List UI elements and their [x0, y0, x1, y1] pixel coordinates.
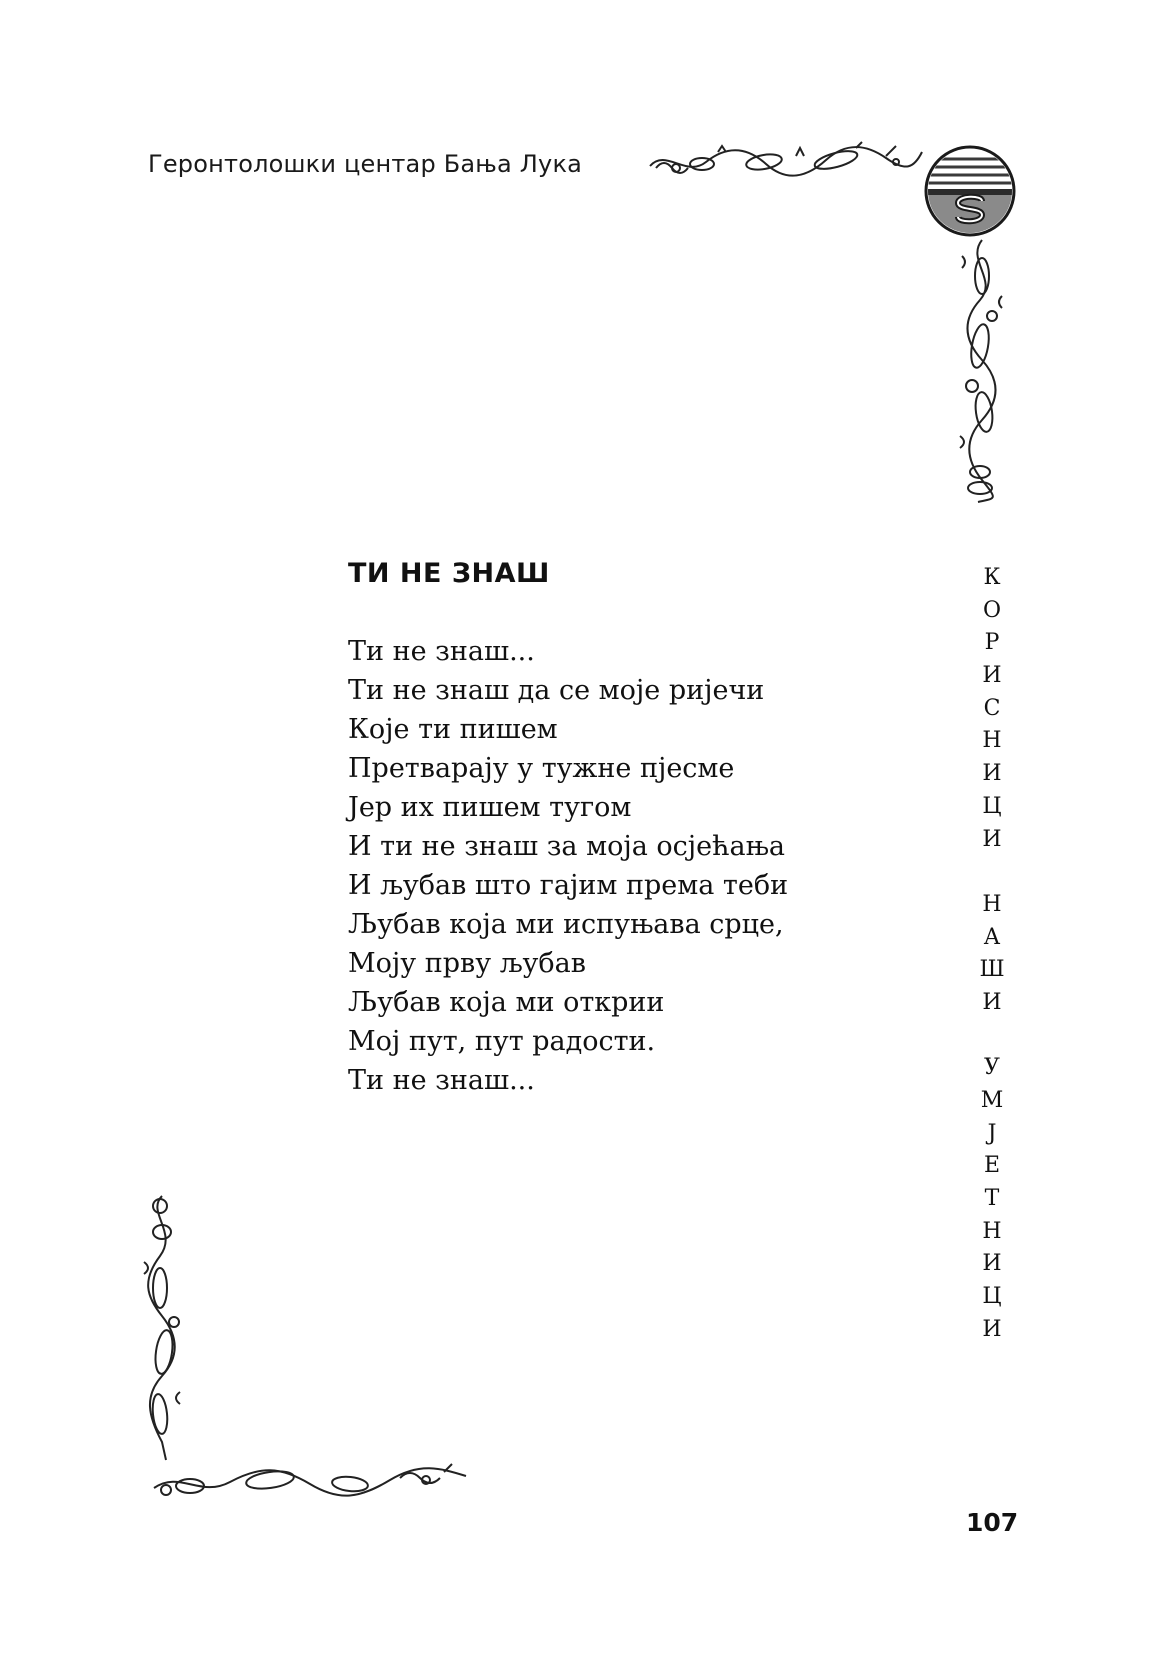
poem-title: ТИ НЕ ЗНАШ	[348, 558, 550, 589]
poem-line: Које ти пишем	[348, 714, 558, 745]
poem-line: Ти не знаш да се моје ријечи	[348, 675, 765, 706]
poem-line: И ти не знаш за моја осјећања	[348, 831, 785, 862]
page-header-title: Геронтолошки центар Бања Лука	[148, 150, 583, 178]
side-letter: Ц	[982, 793, 1002, 819]
left-vine-ornament-icon	[138, 1192, 188, 1462]
side-letter: И	[982, 663, 1002, 689]
side-letter: К	[983, 565, 1001, 590]
side-letter: О	[982, 597, 1002, 623]
poem-body	[348, 632, 788, 1100]
side-letter-spacer	[972, 856, 1012, 889]
side-letter: М	[980, 1088, 1004, 1113]
poem-line: Претварају у тужне пјесме	[348, 753, 735, 784]
side-letter: Е	[983, 1153, 1001, 1179]
vertical-side-title	[972, 562, 1012, 1347]
side-letter: И	[982, 826, 1002, 852]
side-letter: Н	[982, 1218, 1002, 1244]
side-letter-spacer	[972, 1020, 1012, 1053]
side-letter: Т	[984, 1186, 1000, 1212]
poem-line: Љубав која ми испуњава срце,	[348, 909, 784, 940]
right-vine-ornament-icon	[952, 236, 1012, 506]
poem-line: Мој пут, пут радости.	[348, 1026, 656, 1057]
side-letter: Р	[984, 630, 1000, 656]
poem-line: Јер их пишем тугом	[348, 792, 632, 823]
side-letter: Ш	[979, 957, 1005, 983]
bottom-vine-ornament-icon	[150, 1458, 470, 1502]
side-letter: И	[982, 1251, 1002, 1277]
side-letter: А	[983, 924, 1001, 950]
poem-line: Моју прву љубав	[348, 948, 586, 979]
poem-line: Ти не знаш...	[348, 636, 535, 667]
side-letter: И	[982, 1316, 1002, 1342]
poem-line: Ти не знаш...	[348, 1065, 535, 1096]
top-vine-ornament-icon	[646, 138, 926, 188]
poem-line: Љубав која ми открии	[348, 987, 665, 1018]
side-letter: Ј	[987, 1120, 997, 1146]
side-letter: С	[983, 695, 1001, 721]
side-letter: И	[982, 761, 1002, 787]
side-letter: У	[984, 1055, 1000, 1081]
side-letter: Н	[982, 891, 1002, 917]
side-letter: Н	[982, 728, 1002, 754]
side-letter: И	[982, 989, 1002, 1015]
poem-line: И љубав што гајим према теби	[348, 870, 789, 901]
page-number: 107	[966, 1508, 1019, 1537]
side-letter: Ц	[982, 1284, 1002, 1310]
institution-logo-icon	[924, 145, 1016, 237]
